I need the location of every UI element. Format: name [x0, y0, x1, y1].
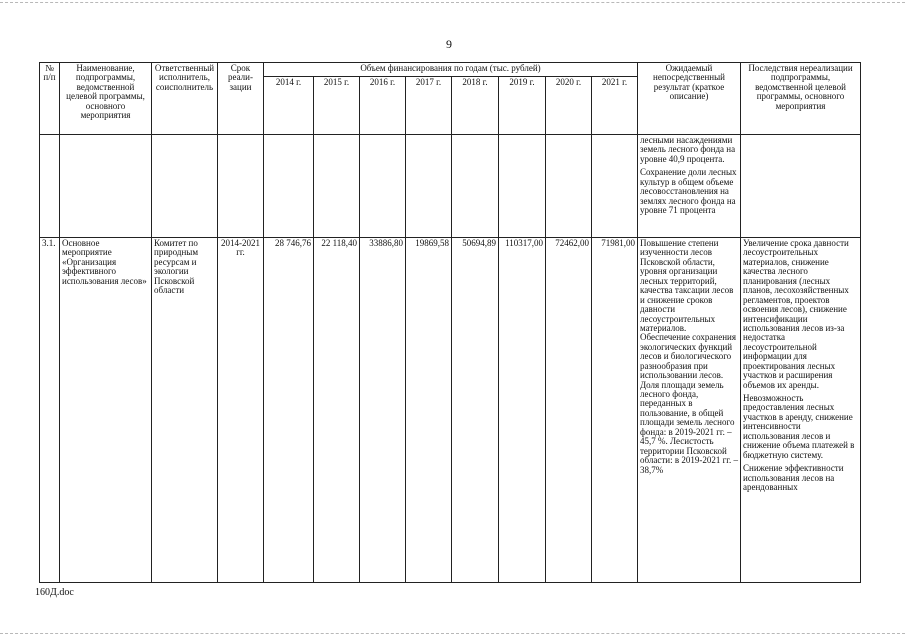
page-number: 9: [446, 37, 452, 51]
footer-filename: 160Д.doc: [35, 587, 74, 598]
header-year: 2021 г.: [592, 77, 638, 135]
continuation-row: [40, 135, 861, 238]
scan-edge-bottom: [0, 633, 905, 635]
row-num: 3.1.: [40, 238, 60, 583]
header-name: Наименование, подпрограммы, ведомственной целевой программы, основного мероприятия: [60, 63, 152, 135]
row-value: 50694,89: [452, 238, 499, 583]
header-year: 2018 г.: [452, 77, 499, 135]
row-consequences: [741, 238, 861, 583]
header-result: Ожидаемый непосредственный результат (краткое описание): [638, 63, 741, 135]
row-consequences-text: Увеличение срока давности лесоустроительных материалов, снижение качества лесного планирования (лесных планов, лесохозяйственных регламентов, проектов освоения лесов), снижение интенсификации использования лесов из-за недостатка лесоустроительной информации для проектирования лесных участков и расширения объемов их аренды.: [743, 238, 849, 390]
row-value: 33886,80: [360, 238, 406, 583]
header-term: Срок реали-зации: [218, 63, 264, 135]
header-num: № п/п: [40, 63, 60, 135]
scan-edge-top: [0, 2, 905, 4]
continuation-result: [638, 135, 741, 238]
header-row: [40, 63, 861, 77]
header-year: 2020 г.: [546, 77, 592, 135]
header-consequences: Последствия нереализации подпрограммы, ведомственной целевой программы, основного мероприятия: [741, 63, 861, 135]
table-row: [40, 238, 861, 583]
header-funding: Объем финансирования по годам (тыс. рублей): [264, 63, 638, 77]
header-year: 2015 г.: [314, 77, 360, 135]
continuation-result-text: Сохранение доли лесных культур в общем объеме лесовосстановления на землях лесного фонда на уровне 71 процента: [640, 167, 737, 216]
row-value: 110317,00: [499, 238, 546, 583]
row-value: 28 746,76: [264, 238, 314, 583]
financing-table: [39, 62, 861, 583]
row-value: 22 118,40: [314, 238, 360, 583]
row-responsible: Комитет по природным ресурсам и экологии Псковской области: [152, 238, 218, 583]
header-year: 2019 г.: [499, 77, 546, 135]
header-year: 2014 г.: [264, 77, 314, 135]
row-result: Повышение степени изученности лесов Псковской области, уровня организации лесных территорий, качества таксации лесов и снижение сроков давности лесоустроительных материалов. Обеспечение сохранения экологических функций лесов и биологического разнообразия при использовании лесов. Доля площади земель лесного фонда, переданных в пользование, в общей площади земель лесного фонда: в 2019-2021 гг. – 45,7 %. Лесистость территории Псковской области: в 2019-2021 гг. – 38,7%: [638, 238, 741, 583]
header-year: 2017 г.: [406, 77, 452, 135]
row-value: 72462,00: [546, 238, 592, 583]
continuation-result-text: лесными насаждениями земель лесного фонда на уровне 40,9 процента.: [640, 135, 736, 164]
row-value: 19869,58: [406, 238, 452, 583]
header-responsible: Ответственный исполнитель, соисполнитель: [152, 63, 218, 135]
header-year: 2016 г.: [360, 77, 406, 135]
row-term: 2014-2021 гг.: [218, 238, 264, 583]
row-name: Основное мероприятие «Организация эффективного использования лесов»: [60, 238, 152, 583]
row-consequences-text: Невозможность предоставления лесных участков в аренду, снижение интенсивности использования лесов и снижение объема платежей в бюджетную систему.: [743, 393, 855, 460]
row-consequences-text: Снижение эффективности использования лесов на арендованных: [743, 463, 844, 492]
row-value: 71981,00: [592, 238, 638, 583]
